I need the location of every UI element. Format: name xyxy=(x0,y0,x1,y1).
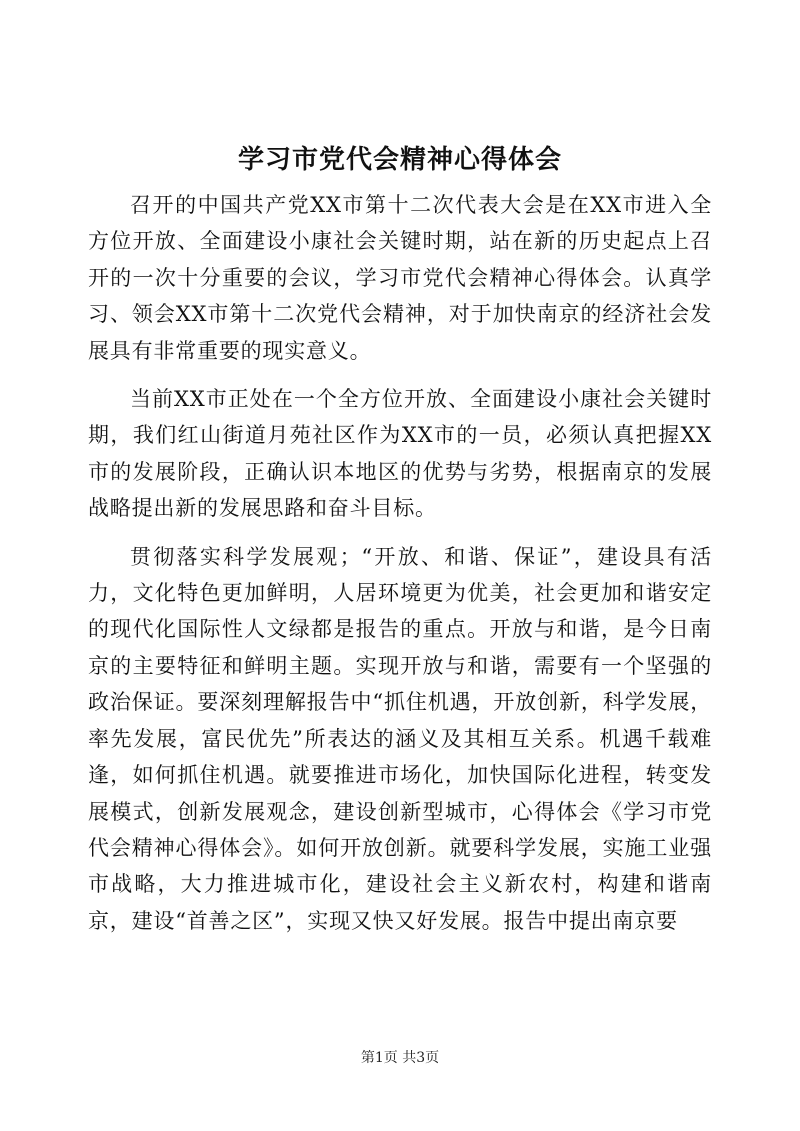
paragraph-3: 贯彻落实科学发展观；“开放、和谐、保证”，建设具有活力，文化特色更加鲜明，人居环境更为优美，社会更加和谐安定的现代化国际性人文绿都是报告的重点。开放与和谐，是今日南京的主要特征和鲜明主题。实现开放与和谐，需要有一个坚强的政治保证。要深刻理解报告中“抓住机遇，开放创新，科学发展，率先发展，富民优先”所表达的涵义及其相互关系。机遇千载难逢，如何抓住机遇。就要推进市场化，加快国际化进程，转变发展模式，创新发展观念，建设创新型城市，心得体会《学习市党代会精神心得体会》。如何开放创新。就要科学发展，实施工业强市战略，大力推进城市化，建设社会主义新农村，构建和谐南京，建设“首善之区”，实现又快又好发展。报告中提出南京要 xyxy=(88,544,712,933)
document-body xyxy=(88,187,712,939)
paragraph-2: 当前XX市正处在一个全方位开放、全面建设小康社会关键时期，我们红山街道月苑社区作为XX市的一员，必须认真把握XX市的发展阶段，正确认识本地区的优势与劣势，根据南京的发展战略提出新的发展思路和奋斗目标。 xyxy=(88,387,712,521)
document-title: 学习市党代会精神心得体会 xyxy=(237,145,562,175)
page-number-footer: 第1页 共3页 xyxy=(360,1050,440,1066)
paragraph-1: 召开的中国共产党XX市第十二次代表大会是在XX市进入全方位开放、全面建设小康社会关键时期，站在新的历史起点上召开的一次十分重要的会议，学习市党代会精神心得体会。认真学习、领会XX市第十二次党代会精神，对于加快南京的经济社会发展具有非常重要的现实意义。 xyxy=(88,193,712,363)
